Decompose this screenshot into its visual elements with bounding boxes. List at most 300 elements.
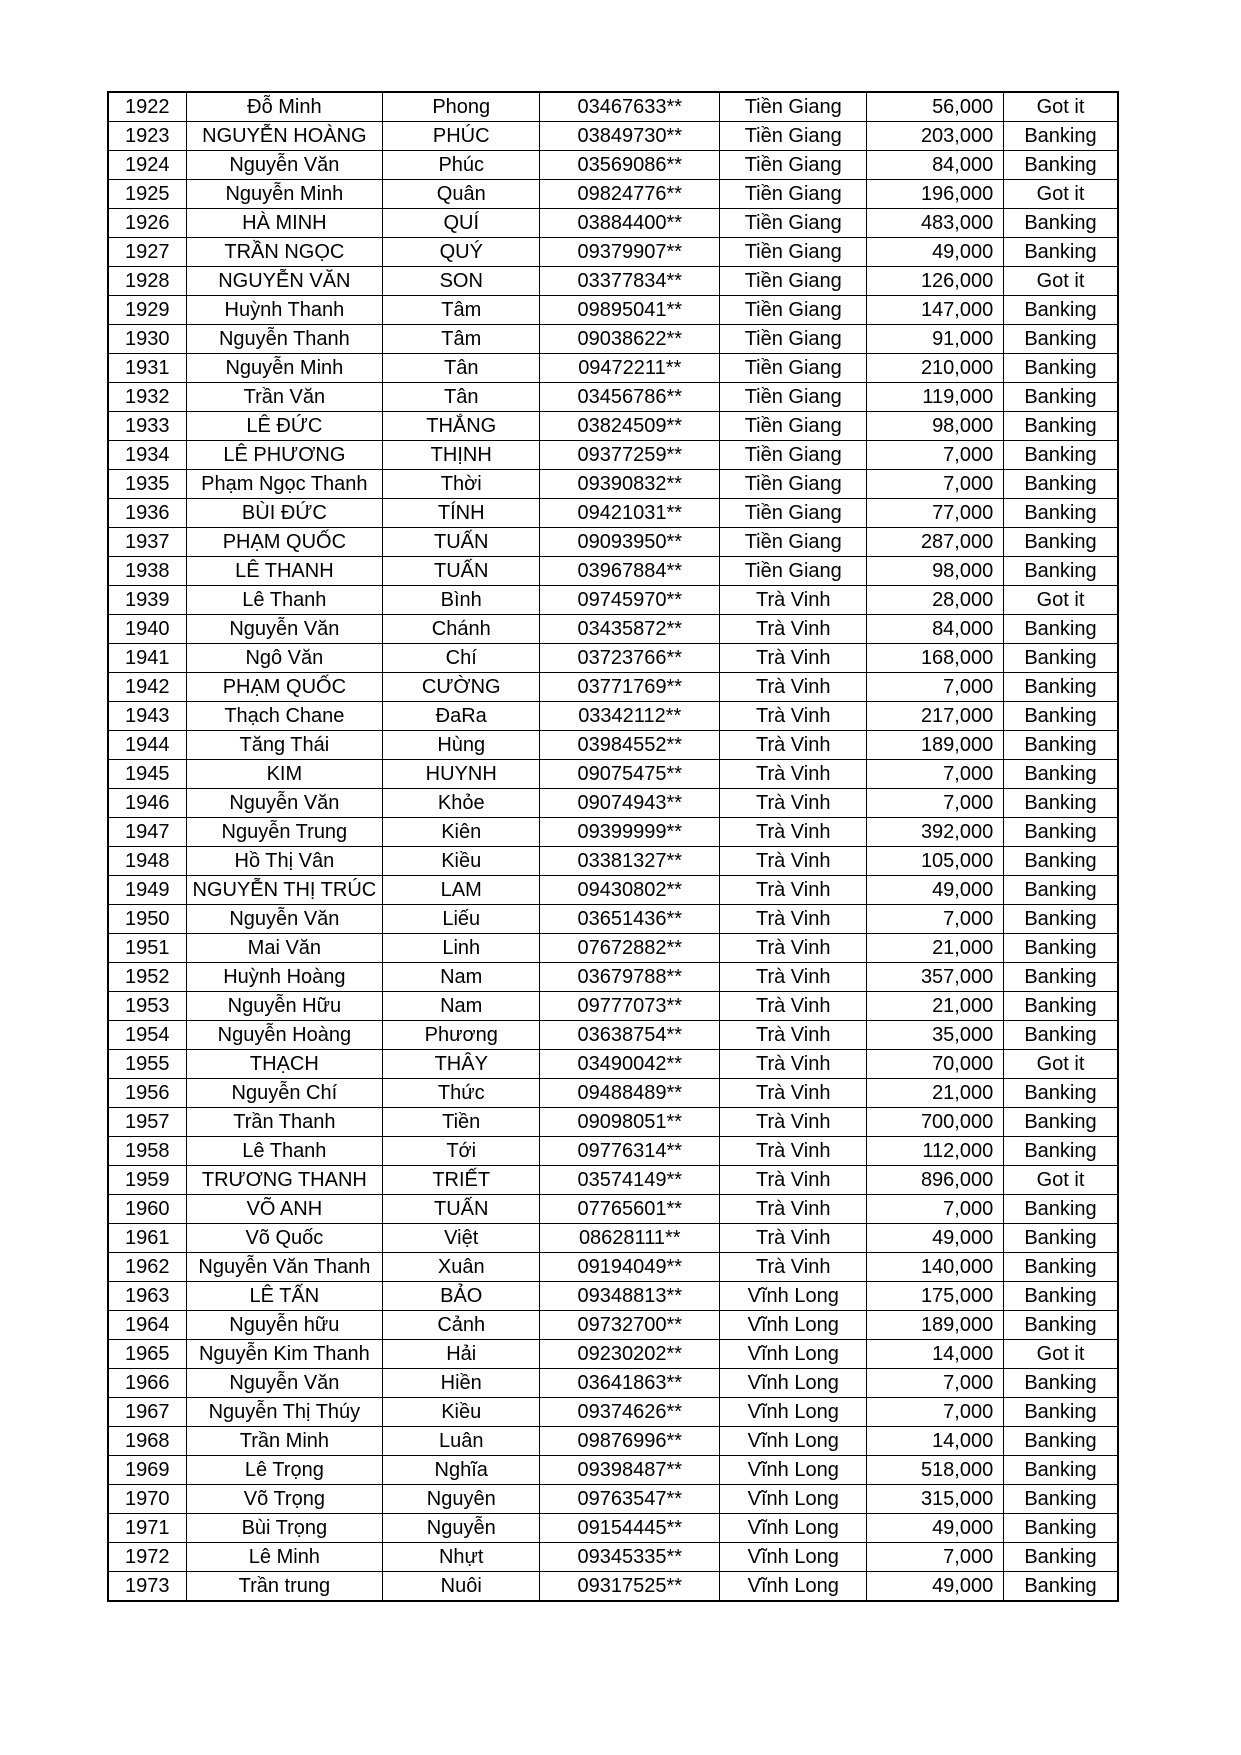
- table-row: [108, 383, 1118, 412]
- cell-phone: 03638754**: [540, 1021, 720, 1050]
- cell-number: 1964: [108, 1311, 186, 1340]
- table-row: [108, 789, 1118, 818]
- cell-phone: 03381327**: [540, 847, 720, 876]
- cell-province: Trà Vinh: [720, 586, 867, 615]
- cell-first-name: Tới: [383, 1137, 540, 1166]
- cell-status: Banking: [1004, 499, 1118, 528]
- cell-amount: 357,000: [867, 963, 1004, 992]
- cell-number: 1970: [108, 1485, 186, 1514]
- cell-first-name: HUYNH: [383, 760, 540, 789]
- cell-last-middle-name: Hồ Thị Vân: [186, 847, 383, 876]
- cell-first-name: Việt: [383, 1224, 540, 1253]
- cell-first-name: QUÝ: [383, 238, 540, 267]
- cell-province: Vĩnh Long: [720, 1543, 867, 1572]
- cell-province: Trà Vinh: [720, 1195, 867, 1224]
- cell-first-name: Tân: [383, 354, 540, 383]
- cell-phone: 09488489**: [540, 1079, 720, 1108]
- cell-first-name: QUÍ: [383, 209, 540, 238]
- cell-phone: 03723766**: [540, 644, 720, 673]
- table-row: [108, 122, 1118, 151]
- cell-number: 1936: [108, 499, 186, 528]
- cell-province: Trà Vinh: [720, 905, 867, 934]
- cell-province: Trà Vinh: [720, 1166, 867, 1195]
- cell-amount: 700,000: [867, 1108, 1004, 1137]
- cell-amount: 49,000: [867, 238, 1004, 267]
- cell-province: Tiền Giang: [720, 151, 867, 180]
- cell-first-name: LAM: [383, 876, 540, 905]
- cell-province: Tiền Giang: [720, 180, 867, 209]
- cell-last-middle-name: BÙI ĐỨC: [186, 499, 383, 528]
- cell-status: Banking: [1004, 673, 1118, 702]
- cell-province: Tiền Giang: [720, 441, 867, 470]
- cell-first-name: Kiên: [383, 818, 540, 847]
- cell-province: Tiền Giang: [720, 325, 867, 354]
- cell-last-middle-name: TRƯƠNG THANH: [186, 1166, 383, 1195]
- cell-status: Banking: [1004, 209, 1118, 238]
- cell-province: Tiền Giang: [720, 354, 867, 383]
- cell-province: Trà Vinh: [720, 847, 867, 876]
- cell-province: Trà Vinh: [720, 1050, 867, 1079]
- cell-number: 1960: [108, 1195, 186, 1224]
- cell-number: 1935: [108, 470, 186, 499]
- cell-province: Tiền Giang: [720, 528, 867, 557]
- cell-amount: 7,000: [867, 1543, 1004, 1572]
- cell-last-middle-name: Nguyễn Văn: [186, 789, 383, 818]
- table-row: [108, 1572, 1118, 1602]
- cell-first-name: Khỏe: [383, 789, 540, 818]
- cell-last-middle-name: Nguyễn Văn: [186, 151, 383, 180]
- cell-last-middle-name: Đỗ Minh: [186, 92, 383, 122]
- cell-status: Banking: [1004, 644, 1118, 673]
- cell-first-name: Tâm: [383, 296, 540, 325]
- cell-amount: 7,000: [867, 905, 1004, 934]
- table-row: [108, 615, 1118, 644]
- cell-status: Banking: [1004, 876, 1118, 905]
- cell-phone: 03467633**: [540, 92, 720, 122]
- cell-amount: 7,000: [867, 1195, 1004, 1224]
- cell-last-middle-name: Nguyễn Chí: [186, 1079, 383, 1108]
- table-row: [108, 1282, 1118, 1311]
- table-row: [108, 934, 1118, 963]
- cell-province: Trà Vinh: [720, 1253, 867, 1282]
- cell-province: Tiền Giang: [720, 383, 867, 412]
- cell-province: Tiền Giang: [720, 209, 867, 238]
- cell-phone: 09075475**: [540, 760, 720, 789]
- cell-amount: 126,000: [867, 267, 1004, 296]
- cell-province: Trà Vinh: [720, 992, 867, 1021]
- cell-number: 1922: [108, 92, 186, 122]
- cell-phone: 09776314**: [540, 1137, 720, 1166]
- cell-status: Banking: [1004, 760, 1118, 789]
- cell-phone: 09398487**: [540, 1456, 720, 1485]
- cell-last-middle-name: Phạm Ngọc Thanh: [186, 470, 383, 499]
- cell-amount: 49,000: [867, 1224, 1004, 1253]
- cell-status: Banking: [1004, 1311, 1118, 1340]
- cell-amount: 21,000: [867, 1079, 1004, 1108]
- cell-first-name: ĐaRa: [383, 702, 540, 731]
- cell-province: Tiền Giang: [720, 499, 867, 528]
- cell-province: Trà Vinh: [720, 876, 867, 905]
- cell-first-name: TUẤN: [383, 528, 540, 557]
- table-row: [108, 325, 1118, 354]
- cell-province: Trà Vinh: [720, 644, 867, 673]
- cell-province: Tiền Giang: [720, 557, 867, 586]
- cell-number: 1947: [108, 818, 186, 847]
- cell-province: Tiền Giang: [720, 267, 867, 296]
- cell-phone: 09374626**: [540, 1398, 720, 1427]
- cell-phone: 03824509**: [540, 412, 720, 441]
- cell-number: 1939: [108, 586, 186, 615]
- table-row: [108, 1398, 1118, 1427]
- cell-first-name: Tiền: [383, 1108, 540, 1137]
- cell-status: Got it: [1004, 267, 1118, 296]
- cell-first-name: Nghĩa: [383, 1456, 540, 1485]
- cell-phone: 08628111**: [540, 1224, 720, 1253]
- cell-amount: 21,000: [867, 934, 1004, 963]
- table-row: [108, 557, 1118, 586]
- cell-first-name: Thức: [383, 1079, 540, 1108]
- cell-phone: 03435872**: [540, 615, 720, 644]
- cell-status: Banking: [1004, 325, 1118, 354]
- cell-last-middle-name: TRẦN NGỌC: [186, 238, 383, 267]
- cell-last-middle-name: Lê Thanh: [186, 1137, 383, 1166]
- cell-province: Vĩnh Long: [720, 1369, 867, 1398]
- cell-first-name: Quân: [383, 180, 540, 209]
- cell-province: Trà Vinh: [720, 673, 867, 702]
- table-row: [108, 963, 1118, 992]
- cell-province: Trà Vinh: [720, 963, 867, 992]
- cell-amount: 21,000: [867, 992, 1004, 1021]
- cell-last-middle-name: Nguyễn hữu: [186, 1311, 383, 1340]
- cell-number: 1926: [108, 209, 186, 238]
- cell-status: Banking: [1004, 905, 1118, 934]
- cell-status: Banking: [1004, 1572, 1118, 1602]
- cell-status: Banking: [1004, 847, 1118, 876]
- table-row: [108, 1485, 1118, 1514]
- table-row: [108, 1340, 1118, 1369]
- table-row: [108, 1137, 1118, 1166]
- cell-province: Vĩnh Long: [720, 1282, 867, 1311]
- cell-number: 1972: [108, 1543, 186, 1572]
- cell-number: 1932: [108, 383, 186, 412]
- table-row: [108, 1079, 1118, 1108]
- cell-last-middle-name: Ngô Văn: [186, 644, 383, 673]
- cell-phone: 09399999**: [540, 818, 720, 847]
- table-row: [108, 1543, 1118, 1572]
- cell-status: Banking: [1004, 1398, 1118, 1427]
- cell-number: 1938: [108, 557, 186, 586]
- cell-province: Vĩnh Long: [720, 1427, 867, 1456]
- cell-amount: 98,000: [867, 412, 1004, 441]
- cell-first-name: Nguyên: [383, 1485, 540, 1514]
- cell-status: Banking: [1004, 354, 1118, 383]
- cell-province: Trà Vinh: [720, 934, 867, 963]
- cell-number: 1962: [108, 1253, 186, 1282]
- cell-amount: 896,000: [867, 1166, 1004, 1195]
- cell-amount: 49,000: [867, 1514, 1004, 1543]
- cell-last-middle-name: LÊ TẤN: [186, 1282, 383, 1311]
- table-row: [108, 209, 1118, 238]
- cell-province: Vĩnh Long: [720, 1485, 867, 1514]
- cell-first-name: Liếu: [383, 905, 540, 934]
- table-row: [108, 673, 1118, 702]
- cell-status: Banking: [1004, 238, 1118, 267]
- table-row: [108, 1195, 1118, 1224]
- cell-amount: 14,000: [867, 1340, 1004, 1369]
- cell-amount: 392,000: [867, 818, 1004, 847]
- cell-status: Got it: [1004, 586, 1118, 615]
- cell-number: 1941: [108, 644, 186, 673]
- cell-amount: 147,000: [867, 296, 1004, 325]
- cell-phone: 09763547**: [540, 1485, 720, 1514]
- cell-first-name: Phong: [383, 92, 540, 122]
- cell-status: Banking: [1004, 992, 1118, 1021]
- cell-amount: 84,000: [867, 151, 1004, 180]
- cell-number: 1953: [108, 992, 186, 1021]
- cell-status: Banking: [1004, 1021, 1118, 1050]
- cell-phone: 09824776**: [540, 180, 720, 209]
- cell-last-middle-name: Nguyễn Kim Thanh: [186, 1340, 383, 1369]
- cell-status: Banking: [1004, 702, 1118, 731]
- table-row: [108, 354, 1118, 383]
- cell-last-middle-name: Nguyễn Văn: [186, 615, 383, 644]
- cell-first-name: Chánh: [383, 615, 540, 644]
- cell-number: 1946: [108, 789, 186, 818]
- cell-phone: 03574149**: [540, 1166, 720, 1195]
- cell-first-name: Nhựt: [383, 1543, 540, 1572]
- cell-first-name: Nam: [383, 963, 540, 992]
- cell-phone: 09745970**: [540, 586, 720, 615]
- cell-amount: 7,000: [867, 441, 1004, 470]
- cell-status: Banking: [1004, 1514, 1118, 1543]
- cell-amount: 168,000: [867, 644, 1004, 673]
- cell-province: Vĩnh Long: [720, 1340, 867, 1369]
- table-row: [108, 499, 1118, 528]
- cell-last-middle-name: Võ Quốc: [186, 1224, 383, 1253]
- cell-first-name: Nam: [383, 992, 540, 1021]
- cell-number: 1940: [108, 615, 186, 644]
- cell-last-middle-name: Trần trung: [186, 1572, 383, 1602]
- cell-first-name: THẮNG: [383, 412, 540, 441]
- cell-status: Banking: [1004, 1543, 1118, 1572]
- cell-first-name: Thời: [383, 470, 540, 499]
- cell-first-name: Tâm: [383, 325, 540, 354]
- cell-last-middle-name: Mai Văn: [186, 934, 383, 963]
- table-row: [108, 151, 1118, 180]
- table-row: [108, 731, 1118, 760]
- cell-status: Banking: [1004, 151, 1118, 180]
- cell-number: 1956: [108, 1079, 186, 1108]
- cell-phone: 03641863**: [540, 1369, 720, 1398]
- cell-status: Banking: [1004, 1253, 1118, 1282]
- table-row: [108, 470, 1118, 499]
- table-row: [108, 1224, 1118, 1253]
- cell-number: 1966: [108, 1369, 186, 1398]
- cell-last-middle-name: NGUYỄN HOÀNG: [186, 122, 383, 151]
- cell-last-middle-name: Nguyễn Hoàng: [186, 1021, 383, 1050]
- cell-province: Trà Vinh: [720, 1021, 867, 1050]
- cell-first-name: SON: [383, 267, 540, 296]
- cell-status: Got it: [1004, 180, 1118, 209]
- table-row: [108, 586, 1118, 615]
- cell-amount: 287,000: [867, 528, 1004, 557]
- winners-table: [107, 91, 1119, 1602]
- cell-number: 1943: [108, 702, 186, 731]
- cell-last-middle-name: Nguyễn Minh: [186, 354, 383, 383]
- cell-status: Banking: [1004, 412, 1118, 441]
- cell-last-middle-name: NGUYỄN THỊ TRÚC: [186, 876, 383, 905]
- cell-number: 1923: [108, 122, 186, 151]
- cell-phone: 03569086**: [540, 151, 720, 180]
- cell-status: Banking: [1004, 818, 1118, 847]
- table-row: [108, 1514, 1118, 1543]
- table-row: [108, 760, 1118, 789]
- cell-first-name: Xuân: [383, 1253, 540, 1282]
- cell-number: 1961: [108, 1224, 186, 1253]
- table-row: [108, 876, 1118, 905]
- cell-phone: 03849730**: [540, 122, 720, 151]
- cell-first-name: TUẤN: [383, 557, 540, 586]
- cell-phone: 09876996**: [540, 1427, 720, 1456]
- cell-last-middle-name: HÀ MINH: [186, 209, 383, 238]
- cell-last-middle-name: LÊ ĐỨC: [186, 412, 383, 441]
- cell-phone: 03490042**: [540, 1050, 720, 1079]
- cell-province: Trà Vinh: [720, 1108, 867, 1137]
- cell-amount: 35,000: [867, 1021, 1004, 1050]
- cell-phone: 09317525**: [540, 1572, 720, 1602]
- cell-last-middle-name: Lê Thanh: [186, 586, 383, 615]
- cell-province: Trà Vinh: [720, 702, 867, 731]
- cell-amount: 105,000: [867, 847, 1004, 876]
- table-row: [108, 92, 1118, 122]
- cell-last-middle-name: Nguyễn Văn: [186, 905, 383, 934]
- cell-status: Banking: [1004, 1282, 1118, 1311]
- cell-phone: 03884400**: [540, 209, 720, 238]
- cell-province: Tiền Giang: [720, 470, 867, 499]
- cell-status: Banking: [1004, 441, 1118, 470]
- cell-status: Banking: [1004, 1195, 1118, 1224]
- table-row: [108, 528, 1118, 557]
- cell-phone: 09093950**: [540, 528, 720, 557]
- cell-status: Banking: [1004, 789, 1118, 818]
- cell-amount: 7,000: [867, 1369, 1004, 1398]
- cell-phone: 03651436**: [540, 905, 720, 934]
- cell-amount: 91,000: [867, 325, 1004, 354]
- cell-number: 1951: [108, 934, 186, 963]
- cell-status: Banking: [1004, 122, 1118, 151]
- cell-phone: 03984552**: [540, 731, 720, 760]
- table-row: [108, 1456, 1118, 1485]
- cell-phone: 03456786**: [540, 383, 720, 412]
- cell-number: 1944: [108, 731, 186, 760]
- cell-amount: 7,000: [867, 789, 1004, 818]
- cell-first-name: THỊNH: [383, 441, 540, 470]
- cell-province: Trà Vinh: [720, 731, 867, 760]
- cell-number: 1958: [108, 1137, 186, 1166]
- table-row: [108, 180, 1118, 209]
- cell-last-middle-name: LÊ PHƯƠNG: [186, 441, 383, 470]
- cell-number: 1963: [108, 1282, 186, 1311]
- cell-last-middle-name: Bùi Trọng: [186, 1514, 383, 1543]
- cell-amount: 7,000: [867, 673, 1004, 702]
- cell-number: 1928: [108, 267, 186, 296]
- table-row: [108, 1108, 1118, 1137]
- cell-status: Banking: [1004, 296, 1118, 325]
- cell-province: Vĩnh Long: [720, 1572, 867, 1602]
- cell-first-name: THÂY: [383, 1050, 540, 1079]
- cell-status: Got it: [1004, 1050, 1118, 1079]
- cell-number: 1955: [108, 1050, 186, 1079]
- cell-phone: 03377834**: [540, 267, 720, 296]
- cell-status: Got it: [1004, 92, 1118, 122]
- cell-last-middle-name: LÊ THANH: [186, 557, 383, 586]
- cell-amount: 14,000: [867, 1427, 1004, 1456]
- cell-first-name: Hải: [383, 1340, 540, 1369]
- cell-province: Trà Vinh: [720, 1137, 867, 1166]
- cell-province: Vĩnh Long: [720, 1398, 867, 1427]
- cell-number: 1927: [108, 238, 186, 267]
- cell-phone: 03771769**: [540, 673, 720, 702]
- cell-last-middle-name: Nguyễn Hữu: [186, 992, 383, 1021]
- table-row: [108, 644, 1118, 673]
- cell-first-name: Kiều: [383, 1398, 540, 1427]
- cell-amount: 189,000: [867, 731, 1004, 760]
- cell-phone: 09895041**: [540, 296, 720, 325]
- cell-phone: 09194049**: [540, 1253, 720, 1282]
- cell-number: 1925: [108, 180, 186, 209]
- cell-last-middle-name: KIM: [186, 760, 383, 789]
- cell-status: Got it: [1004, 1340, 1118, 1369]
- cell-amount: 112,000: [867, 1137, 1004, 1166]
- cell-status: Banking: [1004, 470, 1118, 499]
- cell-phone: 09074943**: [540, 789, 720, 818]
- table-row: [108, 441, 1118, 470]
- cell-status: Got it: [1004, 1166, 1118, 1195]
- table-row: [108, 1253, 1118, 1282]
- cell-phone: 03342112**: [540, 702, 720, 731]
- cell-number: 1969: [108, 1456, 186, 1485]
- cell-last-middle-name: Nguyễn Văn: [186, 1369, 383, 1398]
- cell-amount: 203,000: [867, 122, 1004, 151]
- cell-phone: 09377259**: [540, 441, 720, 470]
- cell-phone: 09038622**: [540, 325, 720, 354]
- cell-last-middle-name: Lê Trọng: [186, 1456, 383, 1485]
- table-row: [108, 1427, 1118, 1456]
- table-row: [108, 847, 1118, 876]
- cell-number: 1934: [108, 441, 186, 470]
- cell-amount: 28,000: [867, 586, 1004, 615]
- cell-first-name: Chí: [383, 644, 540, 673]
- cell-last-middle-name: PHẠM QUỐC: [186, 528, 383, 557]
- table-row: [108, 992, 1118, 1021]
- cell-number: 1929: [108, 296, 186, 325]
- cell-amount: 98,000: [867, 557, 1004, 586]
- cell-status: Banking: [1004, 1427, 1118, 1456]
- table-row: [108, 267, 1118, 296]
- cell-number: 1967: [108, 1398, 186, 1427]
- cell-amount: 70,000: [867, 1050, 1004, 1079]
- cell-status: Banking: [1004, 1224, 1118, 1253]
- cell-phone: 07672882**: [540, 934, 720, 963]
- cell-province: Trà Vinh: [720, 789, 867, 818]
- cell-number: 1952: [108, 963, 186, 992]
- cell-number: 1945: [108, 760, 186, 789]
- cell-status: Banking: [1004, 1485, 1118, 1514]
- cell-amount: 49,000: [867, 1572, 1004, 1602]
- cell-last-middle-name: PHẠM QUỐC: [186, 673, 383, 702]
- cell-last-middle-name: Nguyễn Thị Thúy: [186, 1398, 383, 1427]
- cell-phone: 09348813**: [540, 1282, 720, 1311]
